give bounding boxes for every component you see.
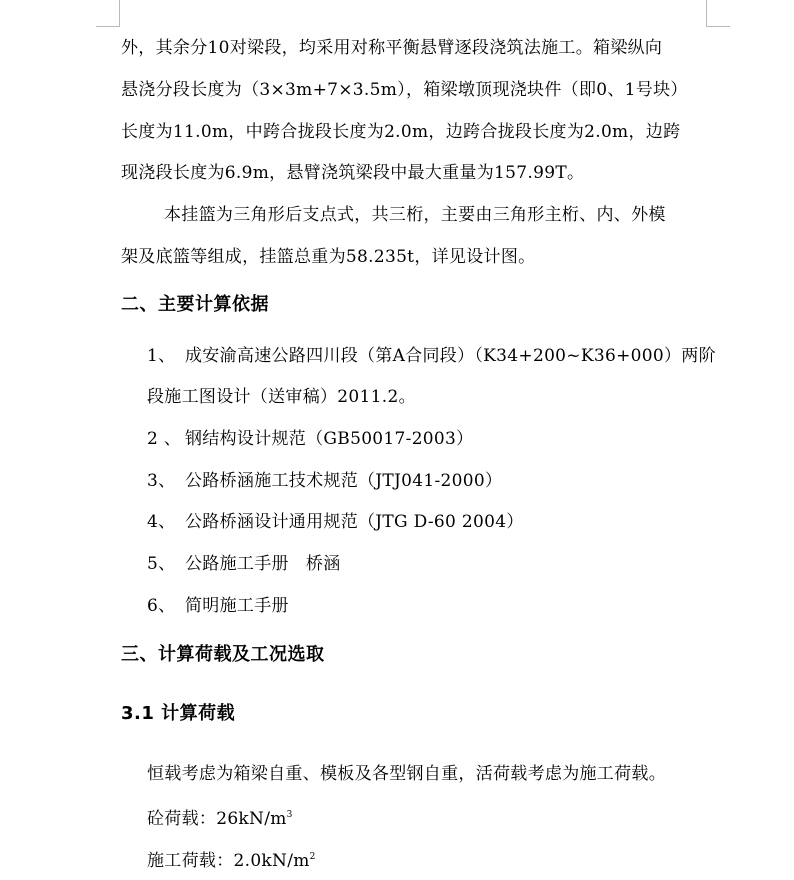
load-label: 施工荷载：	[147, 851, 234, 871]
list-number: 5、	[147, 554, 176, 574]
paragraph-line: 恒载考虑为箱梁自重、模板及各型钢自重，活荷载考虑为施工荷载。	[147, 764, 666, 784]
load-value: 26kN/m	[216, 809, 287, 829]
paragraph-line: 长度为11.0m，中跨合拢段长度为2.0m，边跨合拢段长度为2.0m，边跨	[121, 122, 681, 142]
list-text: 简明施工手册	[185, 596, 289, 616]
list-number: 3、	[147, 471, 176, 491]
load-unit-exponent: 3	[286, 810, 293, 820]
list-text: 公路施工手册 桥涵	[185, 554, 341, 574]
list-item	[147, 346, 716, 366]
crop-mark-top-left	[119, 0, 120, 27]
load-unit-exponent: 2	[309, 852, 316, 862]
crop-mark-top-left	[96, 26, 120, 27]
paragraph-line: 外，其余分10对梁段，均采用对称平衡悬臂逐段浇筑法施工。箱梁纵向	[121, 38, 663, 58]
list-text: 钢结构设计规范（GB50017-2003）	[185, 429, 474, 449]
crop-mark-top-right	[706, 26, 730, 27]
crop-mark-top-right	[706, 0, 707, 27]
paragraph-line: 现浇段长度为6.9m，悬臂浇筑梁段中最大重量为157.99T。	[121, 163, 585, 183]
load-item	[147, 805, 293, 829]
paragraph-line: 本挂篮为三角形后支点式，共三桁，主要由三角形主桁、内、外模	[164, 205, 666, 225]
list-item	[147, 596, 289, 616]
subsection-heading: 3.1 计算荷载	[121, 703, 236, 724]
load-value: 2.0kN/m	[233, 851, 310, 871]
list-text: 成安渝高速公路四川段（第A合同段）（K34+200~K36+000）两阶	[185, 346, 716, 366]
list-number: 4、	[147, 512, 176, 532]
section-heading: 三、计算荷载及工况选取	[121, 644, 325, 665]
section-heading: 二、主要计算依据	[121, 294, 269, 315]
list-item	[147, 554, 341, 574]
list-number: 1、	[147, 346, 176, 366]
paragraph-line: 悬浇分段长度为（3×3m+7×3.5m），箱梁墩顶现浇块件（即0、1号块）	[121, 80, 688, 100]
list-item	[147, 512, 524, 532]
load-item	[147, 847, 316, 871]
list-item	[147, 471, 502, 491]
load-label: 砼荷载：	[147, 809, 217, 829]
paragraph-line: 架及底篮等组成，挂篮总重为58.235t，详见设计图。	[121, 247, 536, 267]
list-item-continuation: 段施工图设计（送审稿）2011.2。	[147, 387, 416, 407]
list-text: 公路桥涵设计通用规范（JTG D-60 2004）	[185, 512, 524, 532]
list-number: 2 、	[147, 429, 182, 449]
list-text: 公路桥涵施工技术规范（JTJ041-2000）	[185, 471, 503, 491]
list-number: 6、	[147, 596, 176, 616]
list-item	[147, 429, 473, 449]
